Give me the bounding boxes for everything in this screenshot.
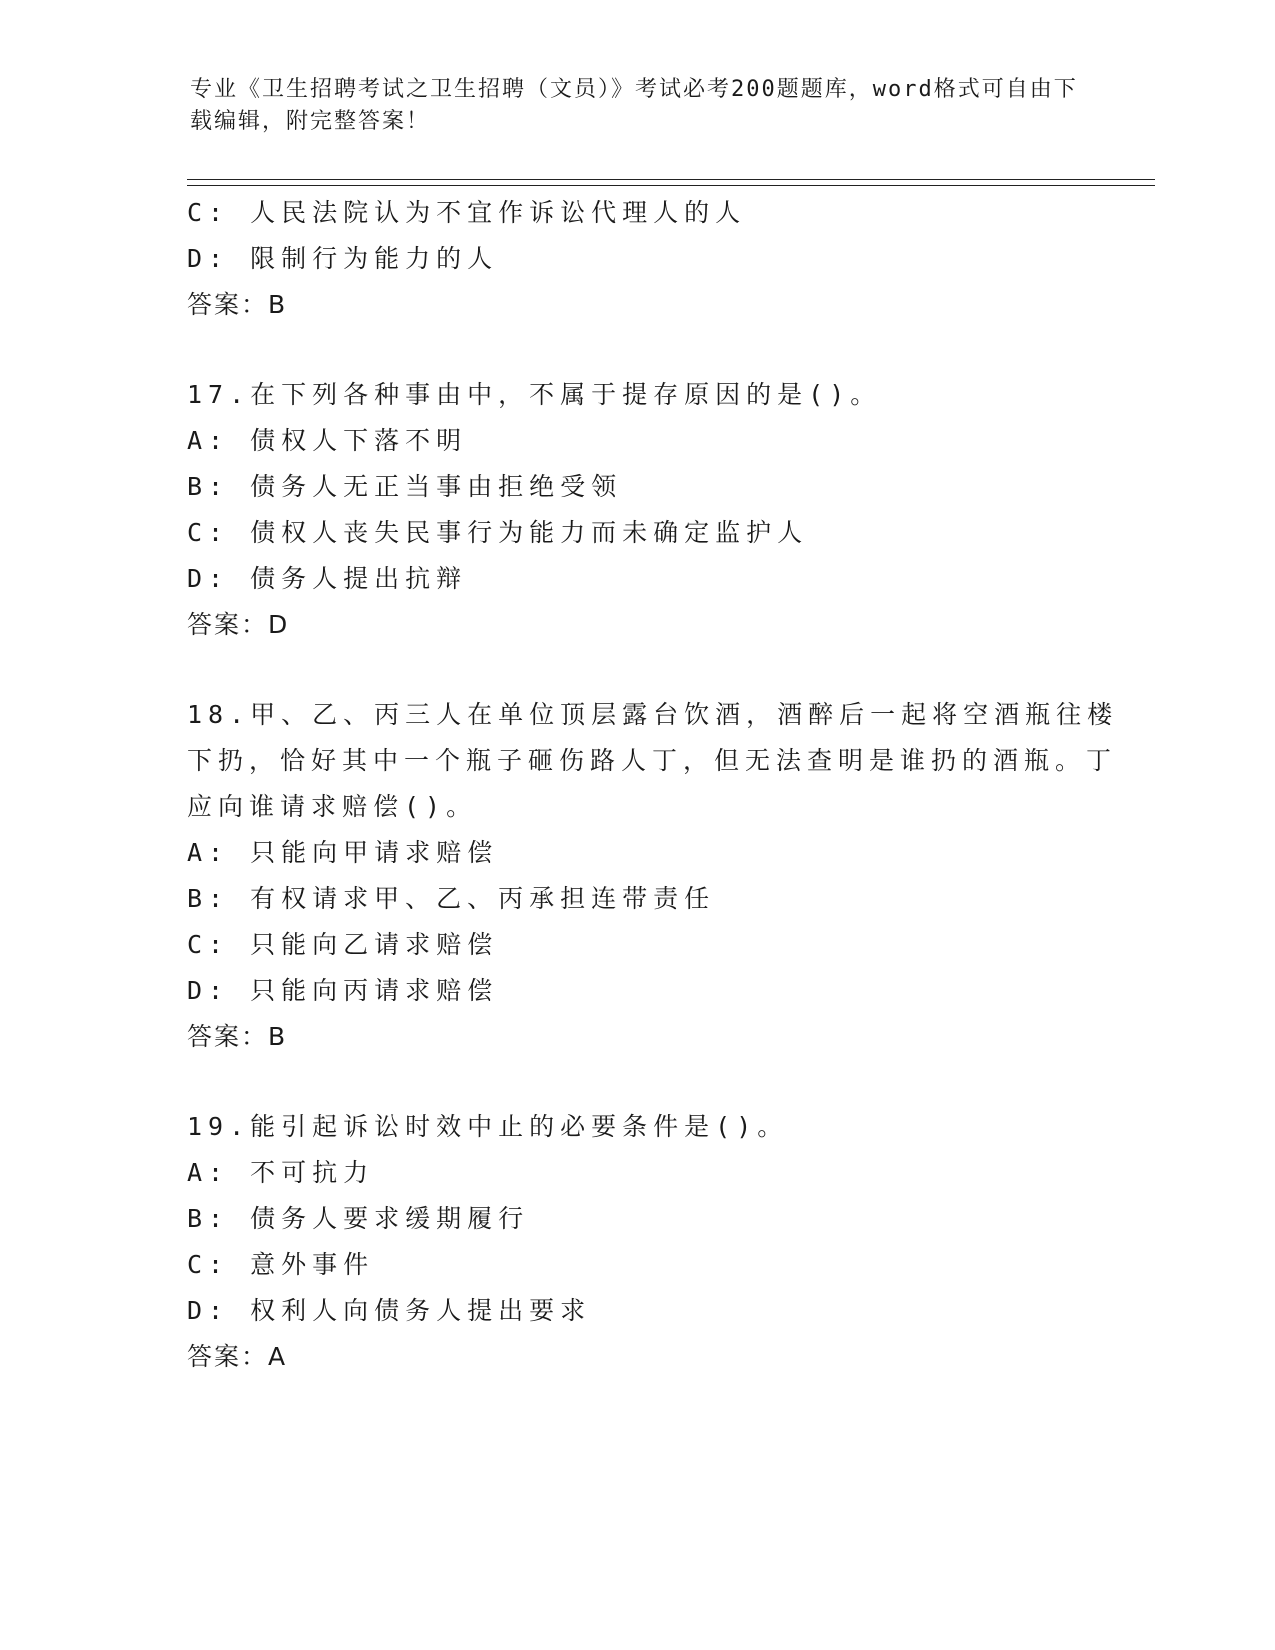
answer-line — [187, 602, 1147, 648]
question-18 — [187, 692, 1147, 1060]
option-d: D: 债务人提出抗辩 — [187, 564, 468, 593]
option-d: D: 限制行为能力的人 — [187, 244, 499, 273]
answer-label: 答案： — [187, 610, 269, 639]
header-divider-top — [187, 179, 1155, 180]
option-c: C: 债权人丧失民事行为能力而未确定监护人 — [187, 518, 809, 547]
question-stem: 17.在下列各种事由中，不属于提存原因的是()。 — [187, 380, 882, 409]
option-c: C: 意外事件 — [187, 1250, 375, 1279]
answer-line — [187, 1014, 1147, 1060]
option-d: D: 权利人向债务人提出要求 — [187, 1296, 592, 1325]
header-divider-bottom — [187, 185, 1155, 186]
option-b: B: 债务人要求缓期履行 — [187, 1204, 530, 1233]
answer-value: A — [268, 1342, 288, 1371]
option-c: C: 人民法院认为不宜作诉讼代理人的人 — [187, 198, 747, 227]
question-stem: 19.能引起诉讼时效中止的必要条件是()。 — [187, 1112, 789, 1141]
option-b: B: 有权请求甲、乙、丙承担连带责任 — [187, 884, 716, 913]
question-content — [187, 190, 1147, 1380]
answer-line — [187, 282, 1147, 328]
option-a: A: 只能向甲请求赔偿 — [187, 838, 499, 867]
answer-value: D — [268, 610, 290, 639]
option-c: C: 只能向乙请求赔偿 — [187, 930, 499, 959]
option-a: A: 债权人下落不明 — [187, 426, 468, 455]
answer-value: B — [268, 290, 288, 319]
answer-label: 答案： — [187, 290, 269, 319]
answer-line — [187, 1334, 1147, 1380]
continuation-block — [187, 190, 1147, 328]
answer-label: 答案： — [187, 1342, 269, 1371]
question-19 — [187, 1104, 1147, 1380]
answer-value: B — [268, 1022, 288, 1051]
option-b: B: 债务人无正当事由拒绝受领 — [187, 472, 623, 501]
option-d: D: 只能向丙请求赔偿 — [187, 976, 499, 1005]
question-stem: 18.甲、乙、丙三人在单位顶层露台饮酒，酒醉后一起将空酒瓶往楼下扔，恰好其中一个瓶子砸伤路人丁，但无法查明是谁扔的酒瓶。丁应向谁请求赔偿()。 — [187, 700, 1119, 821]
document-header: 专业《卫生招聘考试之卫生招聘（文员）》考试必考200题题库，word格式可自由下载编辑，附完整答案！ — [190, 77, 1078, 134]
answer-label: 答案： — [187, 1022, 269, 1051]
option-a: A: 不可抗力 — [187, 1158, 375, 1187]
question-17 — [187, 372, 1147, 648]
